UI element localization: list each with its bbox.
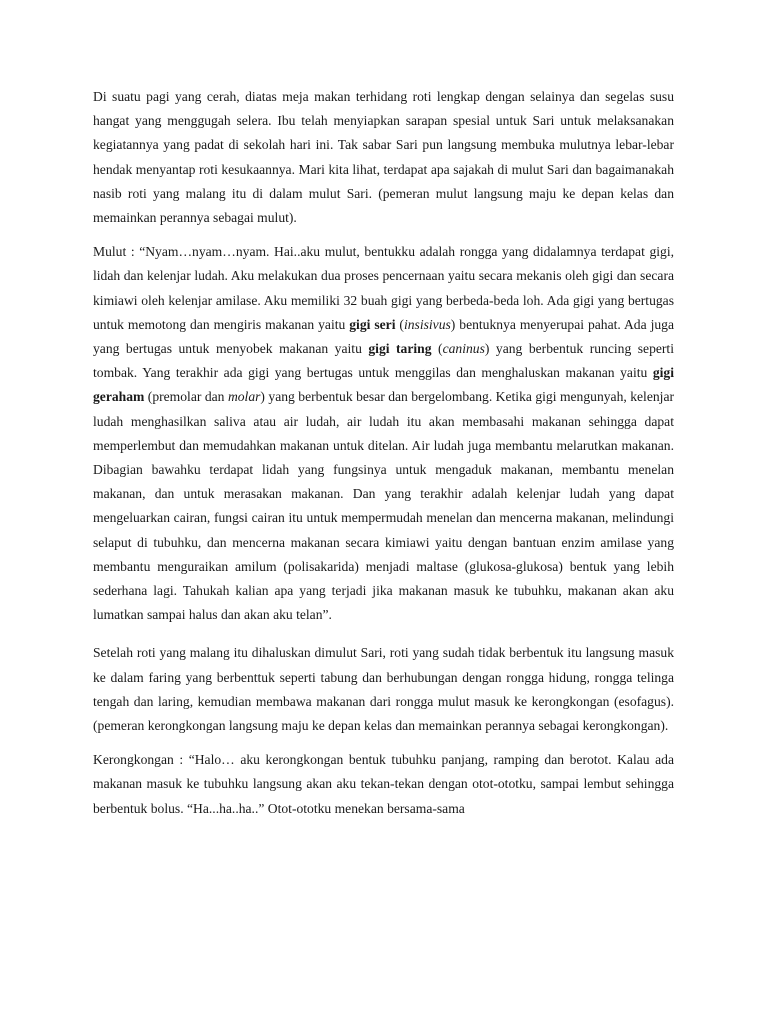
paragraph-gap	[93, 738, 674, 748]
text-run: ) bentuknya menyerupai pahat. Ada juga yang bertugas untuk menyobek makanan yaitu	[93, 316, 674, 357]
italic-term-insisivus: insisivus	[403, 316, 451, 332]
paragraph-gap	[93, 230, 674, 240]
paragraph-mulut	[93, 240, 674, 627]
paragraph-kerongkongan: Kerongkongan : “Halo… aku kerongkongan bentuk tubuhku panjang, ramping dan berotot. Kalau ada makanan masuk ke tubuhku langsung akan aku tekan-tekan dengan otot-ototku, sampai lembut sehingga berbentuk bolus. “Ha...ha..ha..” Otot-ototku menekan bersama-sama	[93, 752, 674, 816]
text-run: Mulut : “Nyam…nyam…nyam. Hai..aku mulut, bentukku adalah rongga yang didalamnya terdapat gigi, lidah dan kelenjar ludah. Aku melakukan dua proses pencernaan yaitu secara mekanis oleh gigi dan secara kimiawi oleh kelenjar amilase. Aku memiliki 32 buah gigi yang berbeda-beda loh. Ada gigi yang bertugas untuk memotong dan mengiris makanan yaitu	[93, 244, 674, 332]
paragraph-faring: Setelah roti yang malang itu dihaluskan dimulut Sari, roti yang sudah tidak berbentuk itu langsung masuk ke dalam faring yang berbenttuk seperti tabung dan berhubungan dengan rongga hidung, rongga telinga tengah dan laring, kemudian membawa makanan dari rongga mulut masuk ke kerongkongan (esofagus). (pemeran kerongkongan langsung maju ke depan kelas dan memainkan perannya sebagai kerongkongan).	[93, 645, 674, 734]
text-run: (premolar dan	[144, 389, 228, 405]
bold-term-gigi-seri: gigi seri	[349, 316, 396, 332]
italic-term-molar: molar	[227, 389, 261, 405]
bold-term-gigi-geraham: gigi geraham	[93, 365, 674, 405]
text-run: (	[395, 316, 404, 332]
text-run: ) yang berbentuk besar dan bergelombang. Ketika gigi mengunyah, kelenjar ludah menghasilkan saliva atau air ludah, air ludah itu akan membasahi makanan sehingga dapat memperlembut dan memudahkan makanan untuk ditelan. Air ludah juga membantu melarutkan makanan. Dibagian bawahku terdapat lidah yang fungsinya untuk mengaduk makanan, membantu menelan makanan, dan untuk merasakan makanan. Dan yang terakhir adalah kelenjar ludah yang dapat mengeluarkan cairan, fungsi cairan itu untuk mempermudah menelan dan mencerna makanan, melindungi selaput di tubuhku, dan mencerna makanan secara kimiawi yaitu dengan bantuan enzim amilase yang membantu menguraikan amilum (polisakarida) menjadi maltase (glukosa-glukosa) bentuk yang lebih sederhana lagi. Tahukah kalian apa yang terjadi jika makanan masuk ke tubuhku, makanan akan aku lumatkan sampai halus dan akan aku telan”.	[93, 389, 675, 623]
text-run: (	[431, 341, 443, 357]
document-page	[93, 85, 674, 821]
italic-term-caninus: caninus	[442, 341, 485, 357]
bold-term-gigi-taring: gigi taring	[368, 341, 432, 357]
text-run: ) yang berbentuk runcing seperti tombak. Yang terakhir ada gigi yang bertugas untuk menggilas dan menghaluskan makanan yaitu	[93, 341, 674, 381]
paragraph-gap	[93, 627, 674, 641]
paragraph-intro: Di suatu pagi yang cerah, diatas meja makan terhidang roti lengkap dengan selainya dan segelas susu hangat yang menggugah selera. Ibu telah menyiapkan sarapan spesial untuk Sari untuk melaksanakan kegiatannya yang padat di sekolah hari ini. Tak sabar Sari pun langsung membuka mulutnya lebar-lebar hendak menyantap roti kesukaannya. Mari kita lihat, terdapat apa sajakah di mulut Sari dan bagaimanakah nasib roti yang malang itu di dalam mulut Sari. (pemeran mulut langsung maju ke depan kelas dan memainkan perannya sebagai mulut).	[93, 89, 674, 226]
